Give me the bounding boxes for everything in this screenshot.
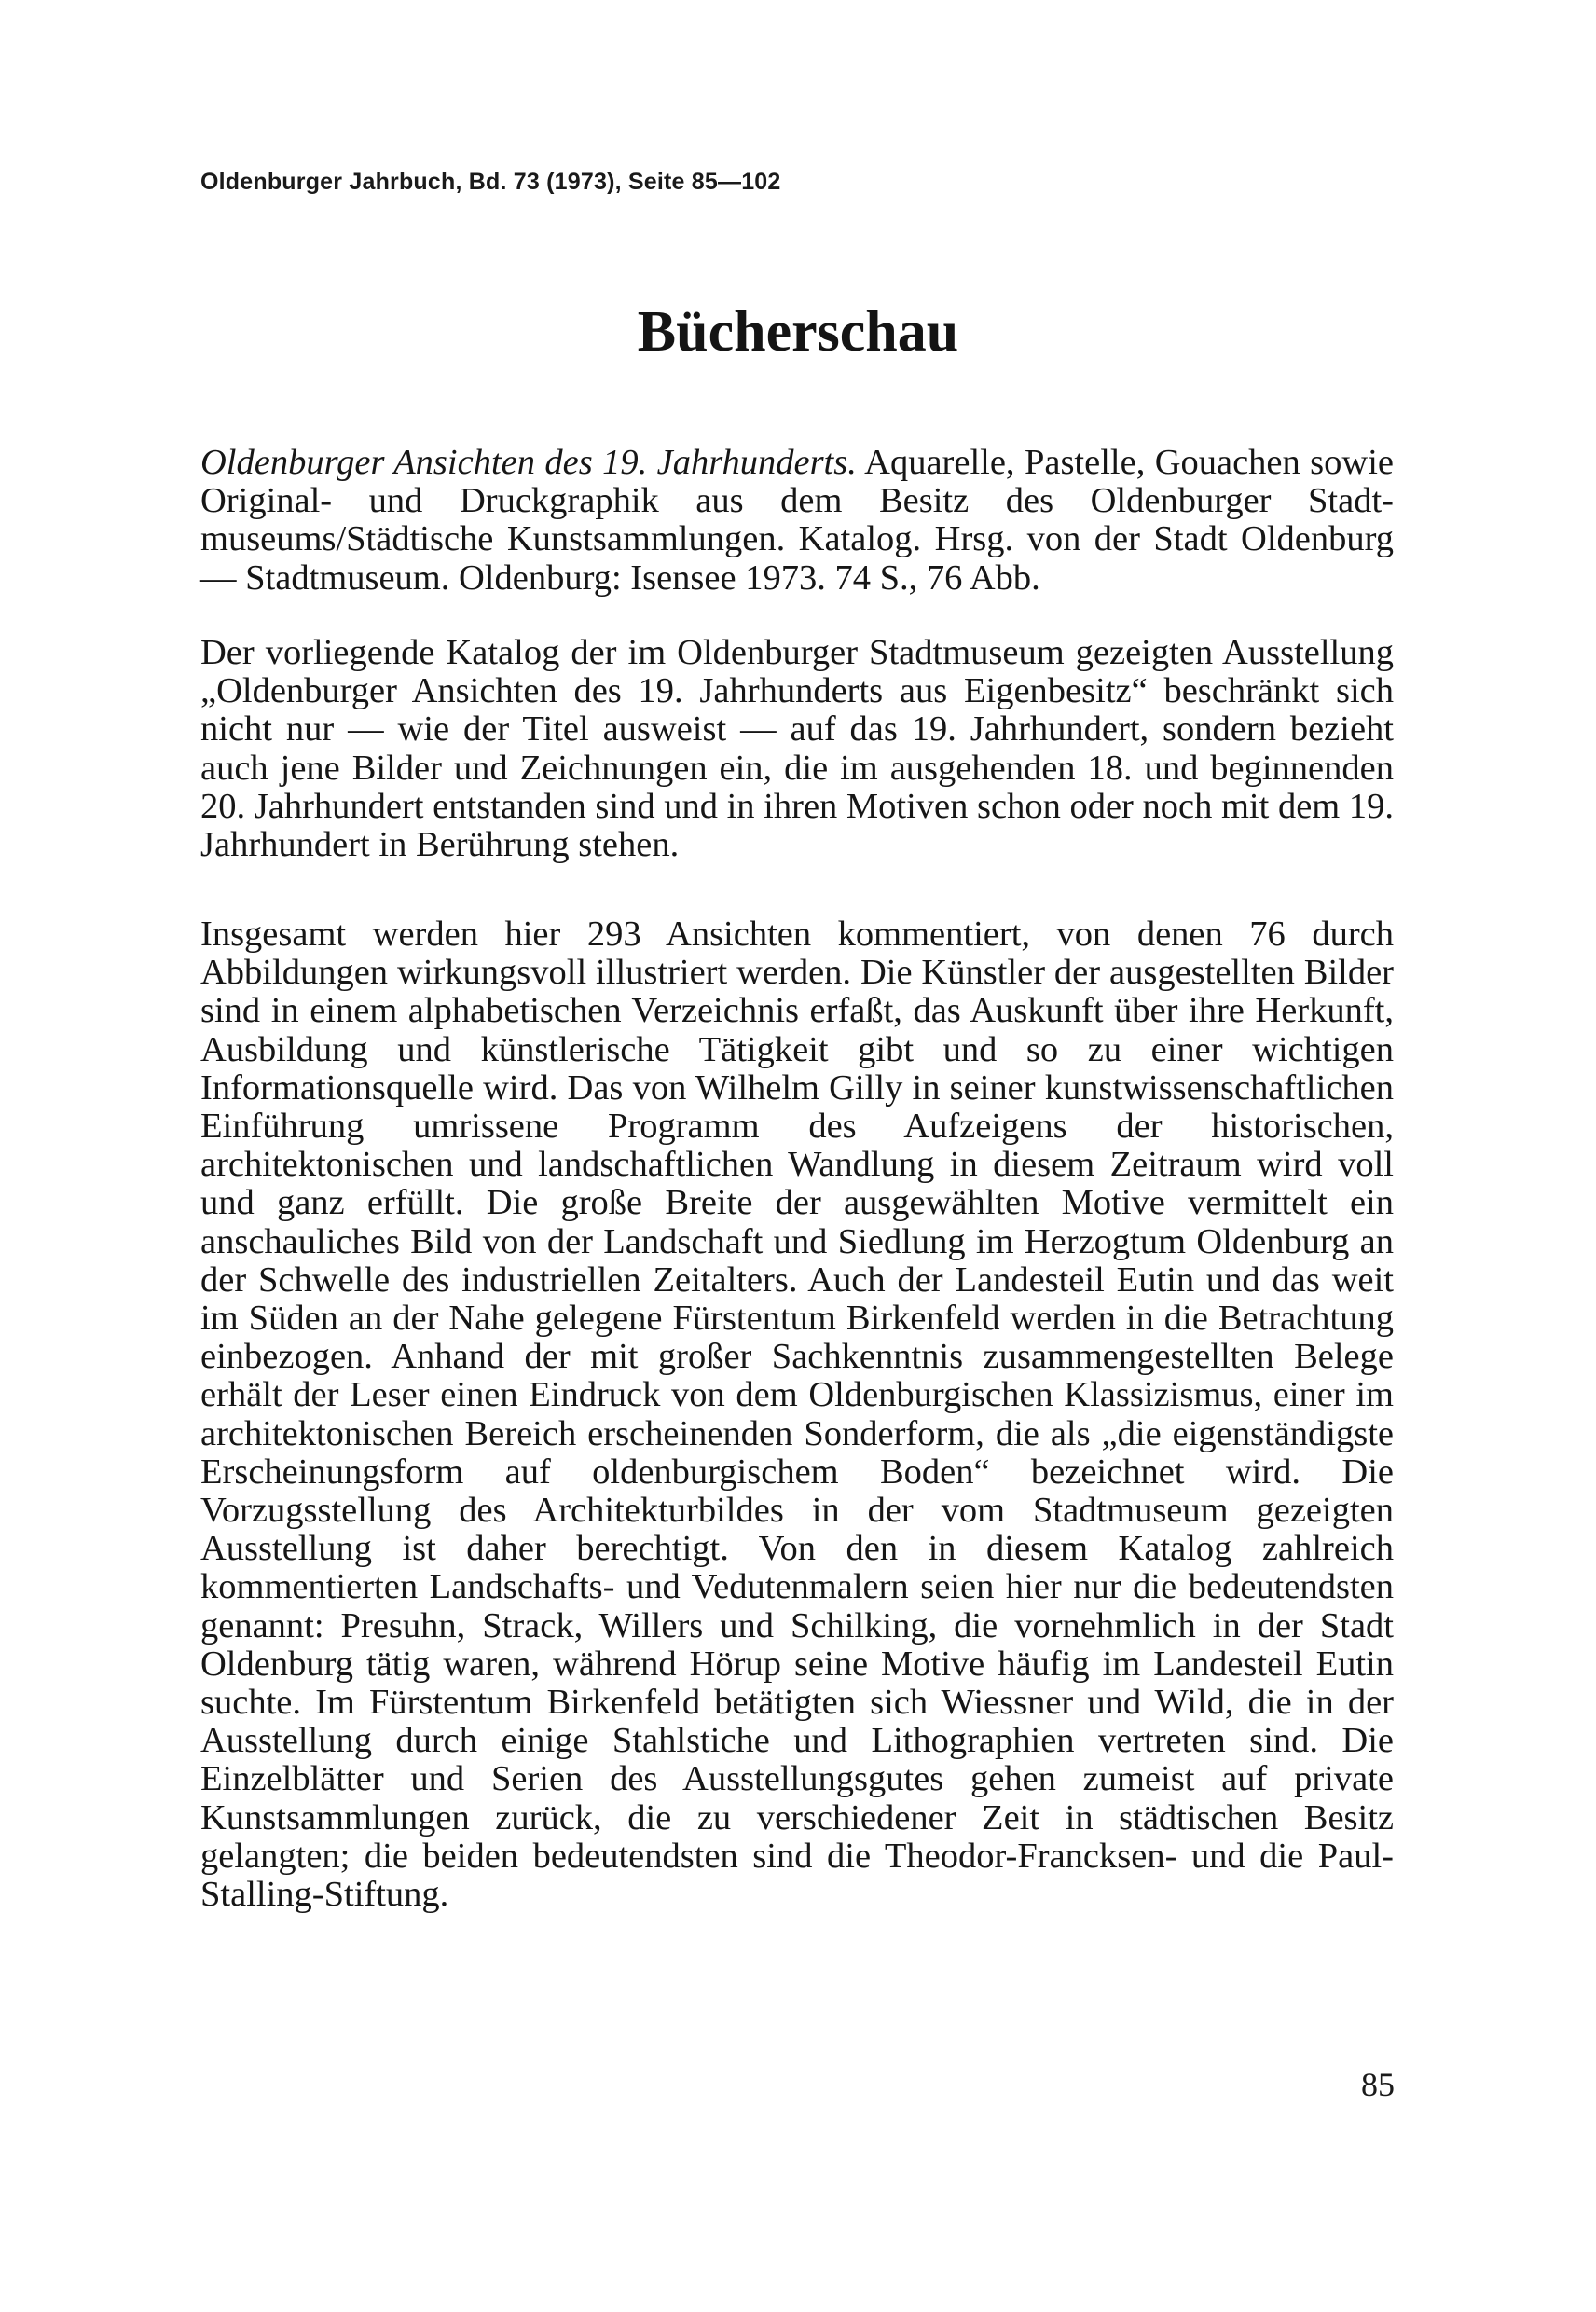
review-paragraph-2: Insgesamt werden hier 293 Ansichten kommentiert, von denen 76 durch Abbildungen wirkungsvoll illustriert werden. Die Künstler der ausgestellten Bilder sind in einem alphabetischen Verzeichnis erfaßt, das Auskunft über ihre Herkunft, Ausbildung und künstlerische Tätigkeit gibt und so zu einer wichtigen Informationsquelle wird. Das von Wilhelm Gilly in seiner kunstwissenschaftlichen Einführung umrissene Programm des Aufzeigens der historischen, architektonischen und landschaftlichen Wandlung in diesem Zeitraum wird voll und ganz erfüllt. Die große Breite der ausgewählten Motive vermittelt ein anschauliches Bild von der Landschaft und Siedlung im Herzogtum Oldenburg an der Schwelle des industriellen Zeitalters. Auch der Landesteil Eutin und das weit im Süden an der Nahe gelegene Fürstentum Birkenfeld werden in die Betrachtung einbezogen. Anhand der mit großer Sachkenntnis zusammengestellten Belege erhält der Leser einen Eindruck von dem Oldenburgischen Klassizismus, einer im architektonischen Bereich erscheinenden Sonderform, die als „die eigenständigste Erscheinungsform auf oldenburgischem Boden“ bezeichnet wird. Die Vorzugsstellung des Architekturbildes in der vom Stadtmuseum gezeigten Ausstellung ist daher berechtigt. Von den in diesem Katalog zahlreich kommentierten Landschafts- und Vedutenmalern seien hier nur die bedeutendsten genannt: Presuhn, Strack, Willers und Schilking, die vornehmlich in der Stadt Oldenburg tätig waren, während Hörup seine Motive häufig im Landesteil Eutin suchte. Im Fürstentum Birkenfeld betätigten sich Wiessner und Wild, die in der Ausstellung durch einige Stahlstiche und Lithographien vertreten sind. Die Einzelblätter und Serien des Ausstellungsgutes gehen zumeist auf private Kunstsammlungen zurück, die zu verschiedener Zeit in städtischen Besitz gelangten; die beiden bedeutendsten sind die Theodor-Francksen- und die Paul-Stalling-Stiftung. xyxy=(200,915,1394,1915)
book-entry xyxy=(200,444,1394,598)
book-details: Aquarelle, Pastelle, Gouachen sowie Original- und Druckgraphik aus dem Besitz des Oldenburger Stadtmuseums/Städtische Kunstsammlungen. Katalog. Hrsg. von der Stadt Oldenburg — Stadtmuseum. Oldenburg: Isensee 1973. 74 S., 76 Abb. xyxy=(200,443,1394,598)
review-paragraph-1: Der vorliegende Katalog der im Oldenburger Stadtmuseum gezeigten Ausstellung „Oldenburger Ansichten des 19. Jahrhunderts aus Eigenbesitz“ beschränkt sich nicht nur — wie der Titel ausweist — auf das 19. Jahrhundert, sondern bezieht auch jene Bilder und Zeichnungen ein, die im ausgehenden 18. und beginnenden 20. Jahrhundert entstanden sind und in ihren Motiven schon oder noch mit dem 19. Jahrhundert in Berührung stehen. xyxy=(200,633,1394,865)
section-title: Bücherschau xyxy=(637,300,959,364)
running-head: Oldenburger Jahrbuch, Bd. 73 (1973), Seite 85—102 xyxy=(200,169,781,195)
page-number: 85 xyxy=(1361,2066,1395,2103)
book-title: Oldenburger Ansichten des 19. Jahrhunderts. xyxy=(200,443,857,482)
